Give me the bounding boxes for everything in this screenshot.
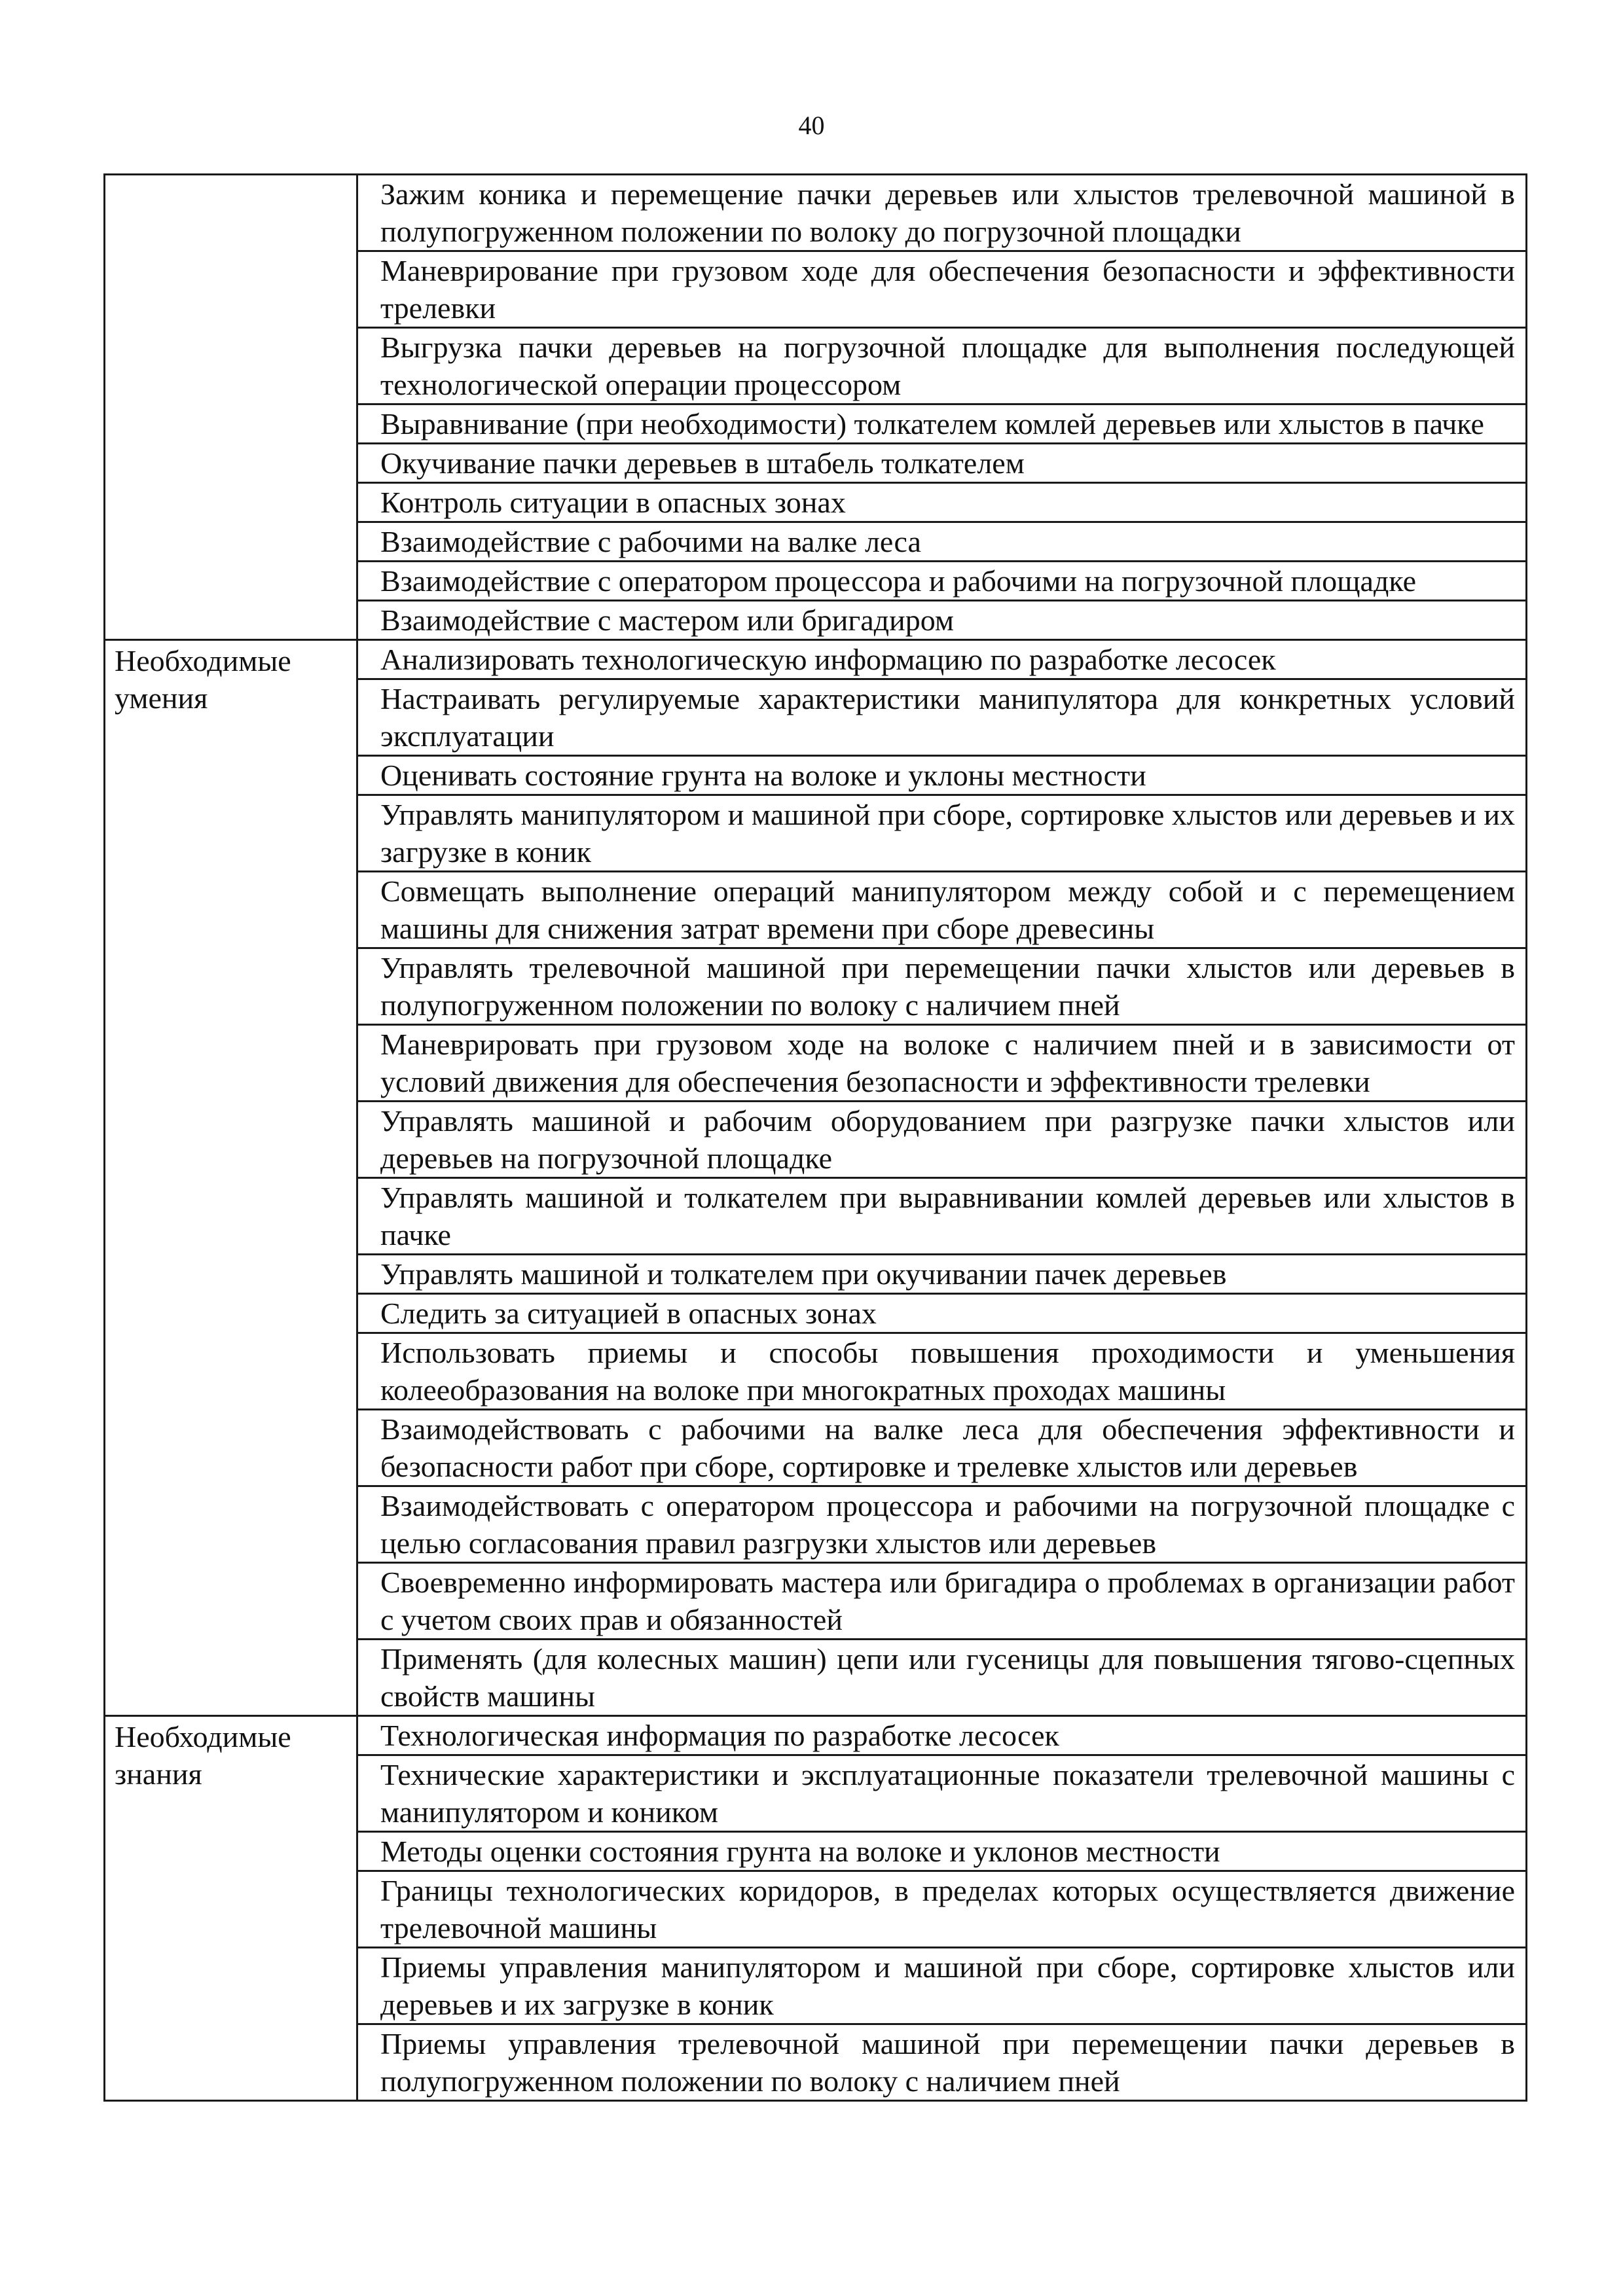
skill-item: Своевременно информировать мастера или бригадира о проблемах в организации работ с учетом своих прав и обязанностей — [357, 1563, 1527, 1640]
skill-item: Применять (для колесных машин) цепи или гусеницы для повышения тягово-сцепных свойств машины — [357, 1640, 1527, 1716]
skill-item: Взаимодействовать с рабочими на валке леса для обеспечения эффективности и безопасности работ при сборе, сортировке и трелевке хлыстов или деревьев — [357, 1410, 1527, 1486]
table-row — [105, 1716, 1527, 1755]
skill-item: Использовать приемы и способы повышения проходимости и уменьшения колееобразования на волоке при многократных проходах машины — [357, 1333, 1527, 1410]
skill-item: Управлять трелевочной машиной при перемещении пачки хлыстов или деревьев в полупогруженном положении по волоку с наличием пней — [357, 948, 1527, 1025]
competency-table-body — [105, 175, 1527, 2101]
knowledge-item: Приемы управления трелевочной машиной при перемещении пачки деревьев в полупогруженном положении по волоку с наличием пней — [357, 2024, 1527, 2101]
knowledge-item: Технические характеристики и эксплуатационные показатели трелевочной машины с манипулятором и коником — [357, 1755, 1527, 1832]
skill-item: Следить за ситуацией в опасных зонах — [357, 1294, 1527, 1333]
skill-item: Настраивать регулируемые характеристики манипулятора для конкретных условий эксплуатации — [357, 679, 1527, 756]
skill-item: Управлять машиной и толкателем при выравнивании комлей деревьев или хлыстов в пачке — [357, 1178, 1527, 1255]
labor-action-item: Зажим коника и перемещение пачки деревьев или хлыстов трелевочной машиной в полупогруженном положении по волоку до погрузочной площадки — [357, 175, 1527, 251]
labor-action-item: Взаимодействие с мастером или бригадиром — [357, 601, 1527, 640]
page-number: 40 — [798, 111, 825, 140]
labor-action-item: Маневрирование при грузовом ходе для обеспечения безопасности и эффективности трелевки — [357, 251, 1527, 328]
skill-item: Управлять машиной и рабочим оборудованием при разгрузке пачки хлыстов или деревьев на погрузочной площадке — [357, 1102, 1527, 1178]
knowledge-item: Методы оценки состояния грунта на волоке и уклонов местности — [357, 1832, 1527, 1871]
skill-item: Оценивать состояние грунта на волоке и уклоны местности — [357, 756, 1527, 795]
skill-item: Анализировать технологическую информацию по разработке лесосек — [357, 640, 1527, 679]
continued-section-label — [105, 175, 357, 640]
table-row — [105, 175, 1527, 251]
labor-action-item: Взаимодействие с рабочими на валке леса — [357, 522, 1527, 562]
skill-item: Совмещать выполнение операций манипулятором между собой и с перемещением машины для снижения затрат времени при сборе древесины — [357, 872, 1527, 948]
labor-action-item: Выравнивание (при необходимости) толкателем комлей деревьев или хлыстов в пачке — [357, 404, 1527, 444]
table-row — [105, 640, 1527, 679]
labor-action-item: Взаимодействие с оператором процессора и рабочими на погрузочной площадке — [357, 562, 1527, 601]
knowledge-item: Технологическая информация по разработке лесосек — [357, 1716, 1527, 1755]
knowledge-section-label: Необходимые знания — [105, 1716, 357, 2101]
skill-item: Взаимодействовать с оператором процессора и рабочими на погрузочной площадке с целью согласования правил разгрузки хлыстов или деревьев — [357, 1486, 1527, 1563]
labor-action-item: Окучивание пачки деревьев в штабель толкателем — [357, 444, 1527, 483]
skills-section-label: Необходимые умения — [105, 640, 357, 1716]
knowledge-item: Приемы управления манипулятором и машиной при сборе, сортировке хлыстов или деревьев и их загрузке в коник — [357, 1948, 1527, 2024]
competency-table — [103, 173, 1527, 2102]
skill-item: Управлять машиной и толкателем при окучивании пачек деревьев — [357, 1255, 1527, 1294]
skill-item: Управлять манипулятором и машиной при сборе, сортировке хлыстов или деревьев и их загрузке в коник — [357, 795, 1527, 872]
labor-action-item: Контроль ситуации в опасных зонах — [357, 483, 1527, 522]
knowledge-item: Границы технологических коридоров, в пределах которых осуществляется движение трелевочной машины — [357, 1871, 1527, 1948]
labor-action-item: Выгрузка пачки деревьев на погрузочной площадке для выполнения последующей технологической операции процессором — [357, 328, 1527, 404]
skill-item: Маневрировать при грузовом ходе на волоке с наличием пней и в зависимости от условий движения для обеспечения безопасности и эффективности трелевки — [357, 1025, 1527, 1102]
